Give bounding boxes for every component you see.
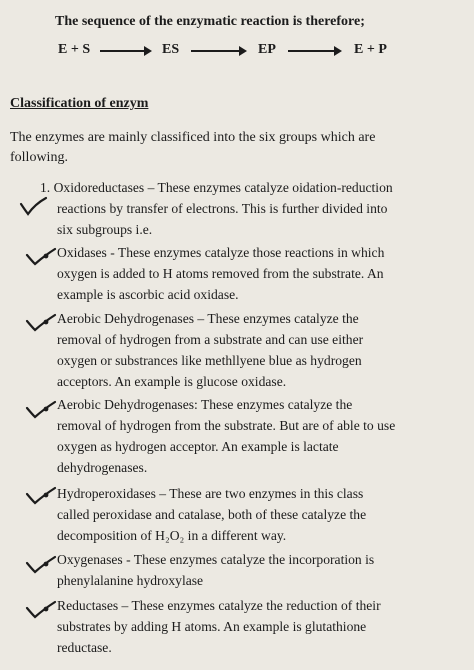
item-3-line-1: Aerobic Dehydrogenases – These enzymes catalyze the <box>57 311 359 326</box>
arrow-icon <box>100 50 150 52</box>
item-3-line-4: acceptors. An example is glucose oxidase. <box>57 374 287 389</box>
item-4-line-2: removal of hydrogen from the substrate. But are of able to use <box>57 418 396 433</box>
item-3-line-2: removal of hydrogen from a substrate and can use either <box>57 332 364 347</box>
item-1-line-2: reactions by transfer of electrons. This is further divided into <box>57 201 388 216</box>
item-5-line-3: decomposition of H₂O₂ in a different way. <box>57 528 287 543</box>
handwritten-tick-dot-icon <box>24 482 58 508</box>
item-1-line-1: 1. Oxidoreductases – These enzymes catalyze oidation-reduction <box>40 180 393 195</box>
item-6-line-2: phenylalanine hydroxylase <box>57 573 204 588</box>
item-4-line-3: oxygen as hydrogen acceptor. An example is lactate <box>57 439 339 454</box>
equation-term-e-plus-s: E + S <box>58 42 91 57</box>
item-5-line-1: Hydroperoxidases – These are two enzymes in this class <box>57 486 364 501</box>
section-heading: Classification of enzym <box>10 96 149 111</box>
arrow-icon <box>191 50 245 52</box>
item-5-line-2: called peroxidase and catalase, both of these catalyze the <box>57 507 367 522</box>
handwritten-tick-dot-icon <box>24 596 58 622</box>
item-1-line-3: six subgroups i.e. <box>57 222 153 237</box>
item-2-line-2: oxygen is added to H atoms removed from the substrate. An <box>57 266 384 281</box>
item-4-line-1: Aerobic Dehydrogenases: These enzymes catalyze the <box>57 397 353 412</box>
item-6-line-1: Oxygenases - These enzymes catalyze the incorporation is <box>57 552 375 567</box>
item-7-line-2: substrates by adding H atoms. An example is glutathione <box>57 619 367 634</box>
handwritten-tick-dot-icon <box>24 396 58 422</box>
equation-term-ep: EP <box>258 42 276 57</box>
item-2-line-3: example is ascorbic acid oxidase. <box>57 287 239 302</box>
handwritten-tick-icon <box>18 192 48 218</box>
lead-line-2: following. <box>10 150 68 165</box>
item-7-line-1: Reductases – These enzymes catalyze the reduction of their <box>57 598 381 613</box>
equation-term-e-plus-p: E + P <box>354 42 387 57</box>
item-7-line-3: reductase. <box>57 640 112 655</box>
lead-line-1: The enzymes are mainly classificed into the six groups which are <box>10 130 376 145</box>
item-4-line-4: dehydrogenases. <box>57 460 148 475</box>
item-3-line-3: oxygen or substrances like methllyene blue as hydrogen <box>57 353 362 368</box>
handwritten-tick-dot-icon <box>24 551 58 577</box>
intro-sentence: The sequence of the enzymatic reaction is therefore; <box>55 14 365 29</box>
handwritten-tick-dot-icon <box>24 243 58 269</box>
arrow-icon <box>288 50 340 52</box>
handwritten-tick-dot-icon <box>24 309 58 335</box>
equation-term-es: ES <box>162 42 180 57</box>
item-2-line-1: Oxidases - These enzymes catalyze those reactions in which <box>57 245 385 260</box>
